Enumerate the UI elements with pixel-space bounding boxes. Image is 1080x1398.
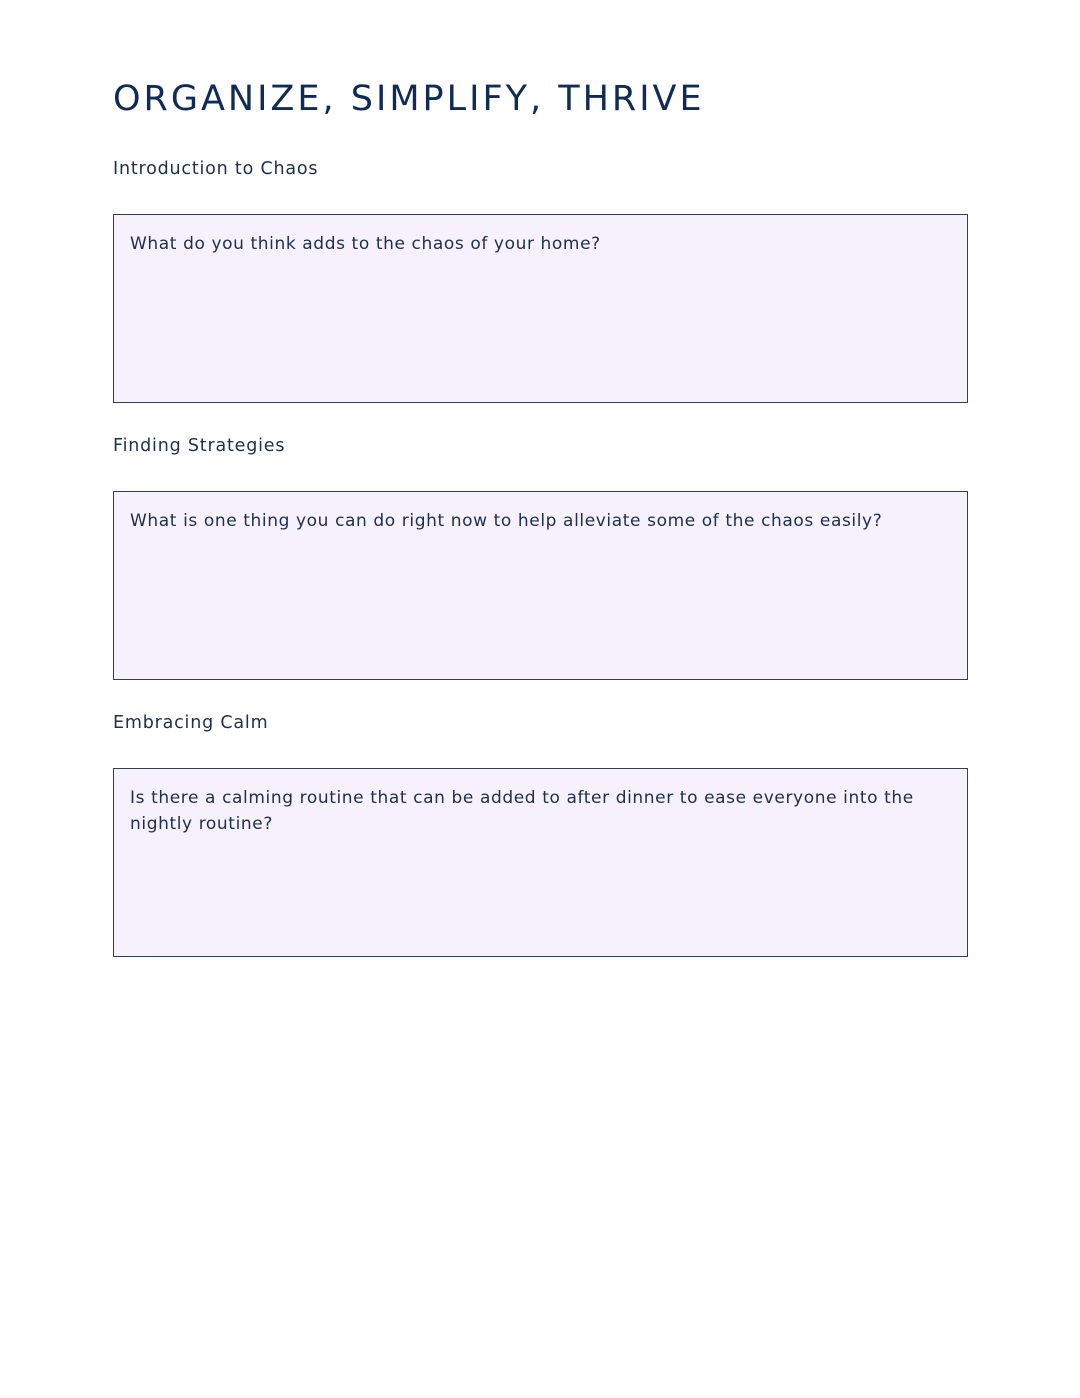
answer-box-embracing-calm[interactable] [113, 768, 968, 957]
prompt-text: What do you think adds to the chaos of your home? [130, 234, 601, 254]
prompt-text: What is one thing you can do right now to help alleviate some of the chaos easily? [130, 511, 883, 531]
section-heading-finding-strategies: Finding Strategies [113, 436, 286, 456]
answer-box-finding-strategies[interactable] [113, 491, 968, 680]
answer-box-introduction-to-chaos[interactable] [113, 214, 968, 403]
section-heading-embracing-calm: Embracing Calm [113, 713, 269, 733]
prompt-text: Is there a calming routine that can be added to after dinner to ease everyone into the nightly routine? [130, 788, 914, 834]
page-title: ORGANIZE, SIMPLIFY, THRIVE [113, 79, 705, 119]
section-heading-introduction-to-chaos: Introduction to Chaos [113, 159, 319, 179]
